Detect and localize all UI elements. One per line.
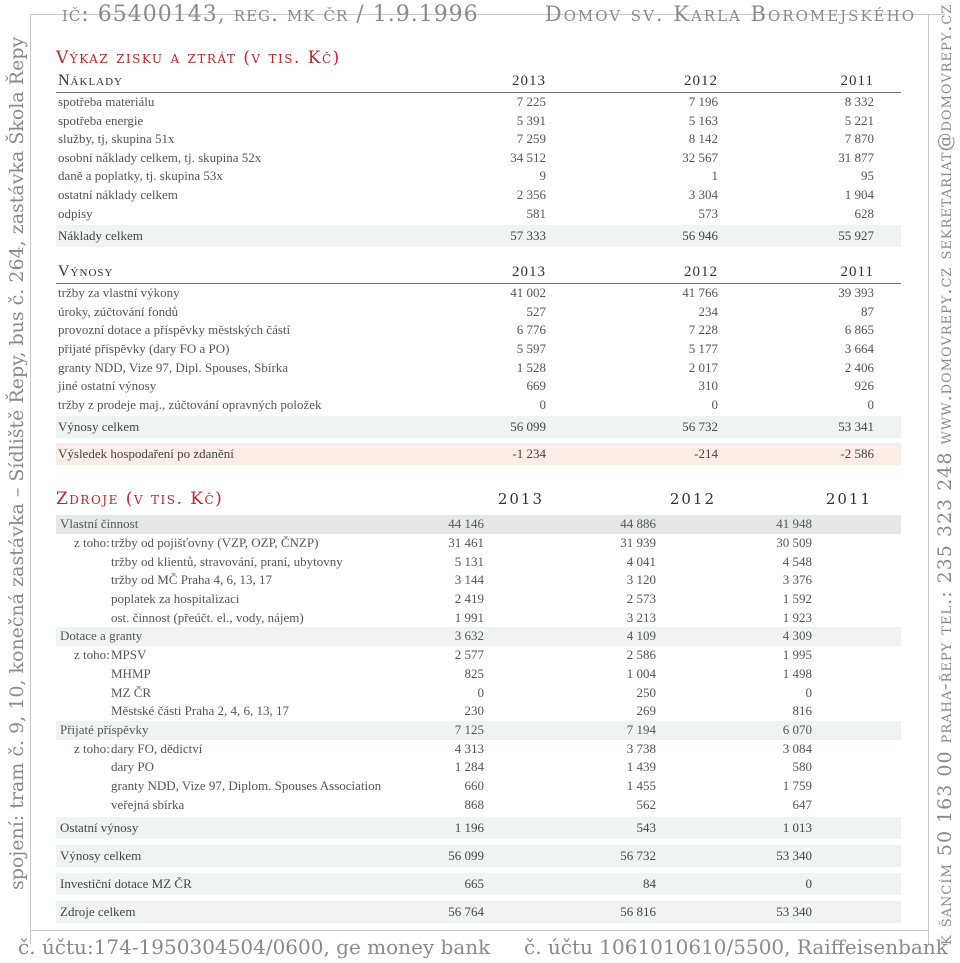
row-value: 7 196 xyxy=(688,94,718,109)
table-row xyxy=(56,377,901,396)
table-row xyxy=(56,740,901,759)
table-row xyxy=(56,721,901,740)
row-value: 825 xyxy=(464,665,484,681)
investicni-dotace-row xyxy=(56,873,901,895)
total-label: Náklady celkem xyxy=(58,228,143,244)
row-label: tržby od pojišťovny (VZP, OZP, ČNZP) xyxy=(111,535,319,550)
row-value: 2 419 xyxy=(454,591,484,607)
row-value: 4 313 xyxy=(454,740,484,756)
row-value: 30 509 xyxy=(776,535,812,550)
row-label: odpisy xyxy=(58,205,93,221)
row-value: 2 586 xyxy=(626,647,656,663)
row-value: 5 177 xyxy=(688,340,718,356)
row-label: Zdroje celkem xyxy=(60,904,136,920)
row-value: 1 991 xyxy=(454,609,484,625)
row-value: 7 259 xyxy=(516,131,546,147)
table-row xyxy=(56,777,901,796)
row-label: tržby za vlastní výkony xyxy=(58,285,180,301)
row-value: 7 194 xyxy=(626,721,656,737)
table-row xyxy=(56,359,901,378)
row-label: veřejná sbírka xyxy=(111,796,185,812)
row-value: 6 865 xyxy=(844,322,874,338)
year-col: 2013 xyxy=(497,490,544,509)
row-label: úroky, zúčtování fondů xyxy=(58,303,179,319)
row-label: ostatní náklady celkem xyxy=(58,186,178,202)
total-value: 56 732 xyxy=(682,419,718,435)
row-value: 0 xyxy=(867,396,874,412)
row-value: 0 xyxy=(805,684,812,700)
row-value: 3 632 xyxy=(454,628,484,644)
row-value: 4 109 xyxy=(626,628,656,644)
table-row xyxy=(56,553,901,572)
row-label: granty NDD, Vize 97, Dipl. Spouses, Sbírka xyxy=(58,359,289,375)
row-value: 0 xyxy=(805,876,812,892)
row-value: 669 xyxy=(526,378,546,394)
row-label: tržby od MČ Praha 4, 6, 13, 17 xyxy=(111,572,273,588)
row-label: přijaté příspěvky (dary FO a PO) xyxy=(58,340,230,356)
row-value: 0 xyxy=(477,684,484,700)
row-value: 1 196 xyxy=(454,820,484,836)
row-value: 7 225 xyxy=(516,94,546,109)
page-frame-bottom xyxy=(30,930,929,931)
row-value: 1 759 xyxy=(782,777,812,793)
row-value: 53 340 xyxy=(776,848,812,864)
row-value: 1 498 xyxy=(782,665,812,681)
row-value: 269 xyxy=(636,703,656,719)
row-value: 250 xyxy=(636,684,656,700)
row-value: 1 004 xyxy=(626,665,656,681)
row-label: ost. činnost (přeúčt. el., vody, nájem) xyxy=(111,609,304,625)
zdroje-title: Zdroje (v tis. Kč) xyxy=(56,489,224,510)
row-prefix: z toho: xyxy=(74,535,110,550)
row-value: 4 309 xyxy=(782,628,812,644)
year-col: 2013 xyxy=(512,73,546,89)
table-row xyxy=(56,186,901,205)
naklady-rows xyxy=(56,93,901,223)
row-value: 4 041 xyxy=(626,553,656,569)
row-value: 6 776 xyxy=(516,322,546,338)
table-row xyxy=(56,534,901,553)
row-label: Přijaté příspěvky xyxy=(60,721,149,737)
row-label: služby, tj, skupina 51x xyxy=(58,131,175,147)
vynosy-heading: Výnosy xyxy=(58,263,114,281)
row-value: 4 548 xyxy=(782,553,812,569)
row-value: 0 xyxy=(711,396,718,412)
row-value: 8 332 xyxy=(844,94,874,109)
row-label: Dotace a granty xyxy=(60,628,143,644)
row-value: 31 461 xyxy=(448,535,484,550)
zdroje-header xyxy=(56,487,901,511)
row-prefix: z toho: xyxy=(74,740,110,756)
row-value: 647 xyxy=(792,796,812,812)
row-value: 56 099 xyxy=(448,848,484,864)
table-row xyxy=(56,340,901,359)
year-col: 2011 xyxy=(840,73,874,89)
row-value: 32 567 xyxy=(682,149,718,165)
row-value: 39 393 xyxy=(838,285,874,301)
row-value: 527 xyxy=(526,303,546,319)
row-value: 3 120 xyxy=(626,572,656,588)
table-row xyxy=(56,93,901,112)
row-label: MHMP xyxy=(111,665,151,681)
row-value: 41 766 xyxy=(682,285,718,301)
row-value: 1 923 xyxy=(782,609,812,625)
total-value: 56 946 xyxy=(682,228,718,244)
row-value: 2 577 xyxy=(454,647,484,663)
zdroje-rows xyxy=(56,515,901,814)
vykaz-title: Výkaz zisku a ztrát (v tis. Kč) xyxy=(56,48,341,68)
table-row xyxy=(56,609,901,628)
table-row xyxy=(56,627,901,646)
row-value: 1 904 xyxy=(844,186,874,202)
table-row xyxy=(56,758,901,777)
row-value: 816 xyxy=(792,703,812,719)
main-content xyxy=(56,48,901,923)
row-value: 5 597 xyxy=(516,340,546,356)
row-prefix: z toho: xyxy=(74,647,110,663)
row-label: osobní náklady celkem, tj. skupina 52x xyxy=(58,149,262,165)
table-row xyxy=(56,571,901,590)
result-label: Výsledek hospodaření po zdanění xyxy=(58,446,234,462)
table-row xyxy=(56,303,901,322)
total-value: 57 333 xyxy=(510,228,546,244)
row-value: 562 xyxy=(636,796,656,812)
row-label: Vlastní činnost xyxy=(60,516,139,532)
row-value: 6 070 xyxy=(782,721,812,737)
row-value: 1 528 xyxy=(516,359,546,375)
row-label: granty NDD, Vize 97, Diplom. Spouses Association xyxy=(111,777,382,793)
row-value: 7 870 xyxy=(844,131,874,147)
row-label: tržby z prodeje maj., zúčtování opravných položek xyxy=(58,396,322,412)
row-value: 2 356 xyxy=(516,186,546,202)
naklady-heading: Náklady xyxy=(58,72,123,89)
table-row xyxy=(56,284,901,303)
row-value: 581 xyxy=(526,205,546,221)
row-value: 230 xyxy=(464,703,484,719)
footer-account-raiffeisen: č. účtu 1061010610/5500, Raiffeisenbank xyxy=(524,935,948,959)
total-label: Výnosy celkem xyxy=(58,419,140,435)
row-value: 1 284 xyxy=(454,759,484,775)
year-col: 2012 xyxy=(684,264,718,281)
row-value: 1 439 xyxy=(626,759,656,775)
row-value: 56 764 xyxy=(448,904,484,920)
row-value: 580 xyxy=(792,759,812,775)
row-value: 234 xyxy=(698,303,718,319)
row-label: tržby od klientů, stravování, praní, ubytovny xyxy=(111,553,343,569)
row-value: 665 xyxy=(464,876,484,892)
row-label: Ostatní výnosy xyxy=(60,820,139,836)
header-organization: Domov sv. Karla Boromejského xyxy=(544,2,916,26)
row-value: 3 144 xyxy=(454,572,484,588)
row-value: 34 512 xyxy=(510,149,546,165)
result-value: -2 586 xyxy=(840,446,874,462)
page-frame-right xyxy=(928,14,929,944)
row-value: 5 131 xyxy=(454,553,484,569)
row-label: spotřeba materiálu xyxy=(58,94,155,109)
side-transport-info: spojení: tram č. 9, 10, konečná zastávka – Sídliště Řepy, bus č. 264, zastávka Škola Řepy xyxy=(6,36,28,890)
row-value: 1 xyxy=(711,168,718,184)
row-value: 95 xyxy=(861,168,874,184)
year-col: 2012 xyxy=(684,73,718,89)
row-value: 3 376 xyxy=(782,572,812,588)
year-col: 2012 xyxy=(669,490,716,509)
row-value: 9 xyxy=(539,168,546,184)
row-value: 5 221 xyxy=(844,112,874,128)
year-col: 2013 xyxy=(512,264,546,281)
row-value: 56 816 xyxy=(620,904,656,920)
table-row xyxy=(56,796,901,815)
row-value: 41 948 xyxy=(776,516,812,532)
row-value: 0 xyxy=(539,396,546,412)
naklady-total-row xyxy=(56,225,901,247)
table-row xyxy=(56,321,901,340)
side-contact-info: k šancím 50 163 00 praha-řepy tel.: 235 323 248 www.domovrepy.cz sekretariat@domovrepy.cz xyxy=(934,3,956,945)
row-value: 628 xyxy=(854,205,874,221)
row-label: Městské části Praha 2, 4, 6, 13, 17 xyxy=(111,703,290,719)
row-value: 543 xyxy=(636,820,656,836)
row-value: 2 406 xyxy=(844,359,874,375)
row-value: 3 738 xyxy=(626,740,656,756)
naklady-header xyxy=(56,70,901,93)
total-value: 53 341 xyxy=(838,419,874,435)
vynosy-total-row xyxy=(56,416,901,438)
table-row xyxy=(56,167,901,186)
row-value: 660 xyxy=(464,777,484,793)
table-row xyxy=(56,646,901,665)
row-label: poplatek za hospitalizaci xyxy=(111,591,240,607)
row-label: MZ ČR xyxy=(111,684,152,700)
table-row xyxy=(56,515,901,534)
row-label: dary FO, dědictví xyxy=(111,740,203,756)
year-col: 2011 xyxy=(840,264,874,281)
total-value: 55 927 xyxy=(838,228,874,244)
table-row xyxy=(56,684,901,703)
row-value: 1 455 xyxy=(626,777,656,793)
row-label: Výnosy celkem xyxy=(60,848,142,864)
result-row xyxy=(56,443,901,465)
row-value: 44 886 xyxy=(620,516,656,532)
row-value: 56 732 xyxy=(620,848,656,864)
row-value: 31 877 xyxy=(838,149,874,165)
table-row xyxy=(56,205,901,224)
year-col: 2011 xyxy=(825,490,872,509)
row-value: 3 304 xyxy=(688,186,718,202)
total-value: 56 099 xyxy=(510,419,546,435)
page-frame-left xyxy=(30,14,31,944)
zdroje-celkem-row xyxy=(56,901,901,923)
row-label: jiné ostatní výnosy xyxy=(58,378,157,394)
row-label: spotřeba energie xyxy=(58,112,144,128)
row-label: daně a poplatky, tj. skupina 53x xyxy=(58,168,223,184)
row-value: 5 391 xyxy=(516,112,546,128)
result-value: -1 234 xyxy=(512,446,546,462)
row-value: 3 664 xyxy=(844,340,874,356)
table-row xyxy=(56,396,901,415)
vynosy-header xyxy=(56,261,901,284)
row-value: 1 995 xyxy=(782,647,812,663)
row-value: 7 125 xyxy=(454,721,484,737)
row-value: 5 163 xyxy=(688,112,718,128)
row-value: 41 002 xyxy=(510,285,546,301)
row-value: 310 xyxy=(698,378,718,394)
row-value: 1 592 xyxy=(782,591,812,607)
row-value: 87 xyxy=(861,303,874,319)
row-value: 926 xyxy=(854,378,874,394)
row-value: 44 146 xyxy=(448,516,484,532)
row-value: 573 xyxy=(698,205,718,221)
result-value: -214 xyxy=(694,446,718,462)
row-label: provozní dotace a příspěvky městských částí xyxy=(58,322,291,338)
row-value: 2 573 xyxy=(626,591,656,607)
table-row xyxy=(56,702,901,721)
footer-account-ge: č. účtu:174-1950304504/0600, ge money bank xyxy=(18,935,491,959)
table-row xyxy=(56,130,901,149)
row-value: 31 939 xyxy=(620,535,656,550)
zdroje-vynosy-celkem-row xyxy=(56,845,901,867)
row-label: Investiční dotace MZ ČR xyxy=(60,876,192,892)
table-row xyxy=(56,665,901,684)
table-row xyxy=(56,112,901,131)
table-row xyxy=(56,149,901,168)
row-value: 1 013 xyxy=(782,820,812,836)
row-value: 8 142 xyxy=(688,131,718,147)
row-label: MPSV xyxy=(111,647,147,663)
row-value: 3 213 xyxy=(626,609,656,625)
header-registration: ič: 65400143, reg. mk čr / 1.9.1996 xyxy=(62,2,479,27)
row-value: 3 084 xyxy=(782,740,812,756)
row-value: 7 228 xyxy=(688,322,718,338)
row-value: 2 017 xyxy=(688,359,718,375)
row-value: 84 xyxy=(643,876,656,892)
row-value: 53 340 xyxy=(776,904,812,920)
row-label: dary PO xyxy=(111,759,154,775)
row-value: 868 xyxy=(464,796,484,812)
table-row xyxy=(56,590,901,609)
ostatni-vynosy-row xyxy=(56,817,901,839)
vynosy-rows xyxy=(56,284,901,414)
